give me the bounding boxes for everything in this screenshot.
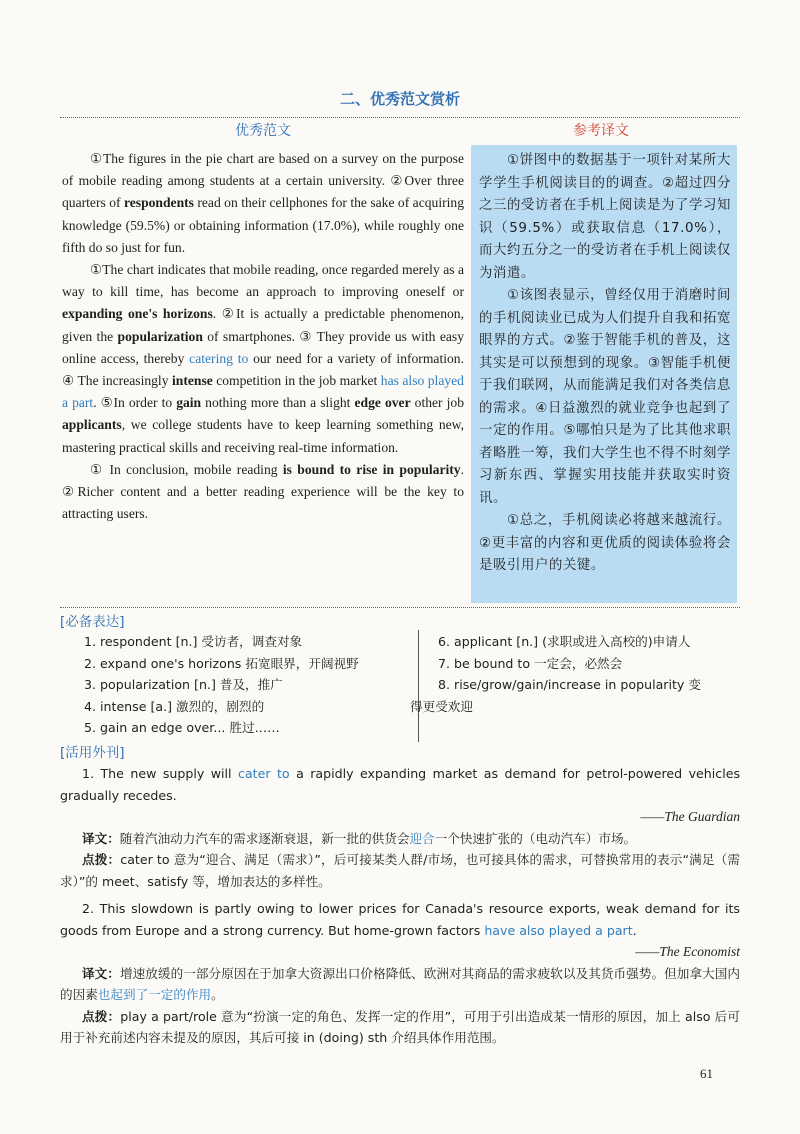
- expression-item: 6. applicant [n.] (求职或进入高校的)申请人: [438, 634, 691, 649]
- example-1-translation: 译文：随着汽油动力汽车的需求逐渐衰退，新一批的供货会迎合一个快速扩张的（电动汽车）市场。: [82, 830, 637, 846]
- expression-item: 2. expand one's horizons 拓宽眼界，开阔视野: [84, 655, 359, 671]
- example-2-source: ——The Economist: [635, 944, 740, 959]
- expressions-left-list: [84, 631, 359, 739]
- extension-block: [60, 763, 740, 1049]
- expression-item: 得更受欢迎: [410, 698, 473, 714]
- expressions-right-list: [410, 631, 701, 717]
- translation-paragraph-2: ①该图表显示，曾经仅用于消磨时间的手机阅读业已成为人们提升自我和拓宽眼界的方式。②鉴于智能手机的普及，这其实是可以预想到的现象。③智能手机便于我们联网，从而能满足我们对各类信息的需求。④日益激烈的就业竞争也起到了一定的作用。⑤哪怕只是为了比其他求职者略胜一筹，我们大学生也不得不时刻学习新东西、掌握实用技能并获取实时资讯。: [479, 288, 731, 506]
- expression-item: 7. be bound to 一定会，必然会: [438, 655, 623, 671]
- translation-text: [479, 150, 731, 578]
- highlight-played-a-part: has also played a part: [62, 373, 464, 411]
- expression-item: 3. popularization [n.] 普及，推广: [84, 677, 283, 692]
- example-1-source: ——The Guardian: [640, 809, 740, 824]
- example-1-sentence: 1. The new supply will cater to a rapidly expanding market as demand for petrol-powered vehicles gradually recedes.: [60, 766, 741, 803]
- divider-top: [60, 117, 740, 118]
- extension-tag: [活用外刊]: [60, 745, 125, 761]
- section-title: 二、优秀范文赏析: [339, 90, 460, 108]
- page-number: 61: [700, 1066, 713, 1081]
- example-2-note: 点拨：play a part/role 意为“扮演一定的角色、发挥一定的作用”，可用于引出造成某一情形的原因，加上 also 后可用于补充前述内容未提及的原因，其后可接 in (doing) sth 介绍具体作用范围。: [60, 1008, 740, 1045]
- expression-item: 1. respondent [n.] 受访者，调查对象: [84, 634, 303, 649]
- highlight-catering-to: catering to: [189, 350, 249, 366]
- essay-text: [62, 148, 464, 525]
- divider-middle: [60, 607, 740, 608]
- essay-paragraph-1: ①The figures in the pie chart are based on a survey on the purpose of mobile reading among students at a certain university. ②Over three quarters of respondents read on their cellphones for the sake of acquiring knowledge (59.5%) or obtaining information (17.0%), while roughly one fifth do so just for fun.: [62, 151, 465, 255]
- translation-heading: 参考译文: [573, 123, 629, 139]
- translation-paragraph-3: ①总之，手机阅读必将越来越流行。②更丰富的内容和更优质的阅读体验将会是吸引用户的关键。: [479, 513, 731, 573]
- example-2-sentence: 2. This slowdown is partly owing to lower prices for Canada's resource exports, weak demand for its goods from Europe and a strong currency. But home-grown factors have also played a part.: [60, 901, 740, 938]
- expression-item: 8. rise/grow/gain/increase in popularity 变: [438, 677, 701, 692]
- example-2-translation: 译文：增速放缓的一部分原因在于加拿大资源出口价格降低、欧洲对其商品的需求疲软以及其货币强势。但加拿大国内的因素也起到了一定的作用。: [60, 965, 741, 1002]
- essay-heading: 优秀范文: [235, 123, 291, 139]
- example-1-note: 点拨：cater to 意为“迎合、满足（需求）”，后可接某类人群/市场，也可接具体的需求，可替换常用的表示“满足（需求）”的 meet、satisfy 等，增加表达的多样性。: [60, 852, 741, 889]
- expressions-divider: [418, 630, 419, 742]
- expression-item: 4. intense [a.] 激烈的，剧烈的: [84, 698, 265, 714]
- translation-paragraph-1: ①饼图中的数据基于一项针对某所大学学生手机阅读目的的调查。②超过四分之三的受访者在手机上阅读是为了学习知识（59.5%）或获取信息（17.0%），而大约五分之一的受访者在手机上阅读仅为消遣。: [479, 153, 731, 281]
- expression-item: 5. gain an edge over... 胜过……: [84, 720, 280, 735]
- essay-paragraph-3: ① In conclusion, mobile reading is bound to rise in popularity. ②Richer content and a better reading experience will be the key to attracting users.: [62, 461, 465, 522]
- essay-paragraph-2: ①The chart indicates that mobile reading, once regarded merely as a way to kill time, has become an approach to improving oneself or expanding one's horizons. ②It is actually a predictable phenomenon, given the popularization of smartphones. ③ They provide us with easy online access, thereby catering to our need for a variety of information. ④ The increasingly intense competition in the job market has also played a part. ⑤In order to gain nothing more than a slight edge over other job applicants, we college students have to keep learning something new, mastering practical skills and receiving real-time information.: [62, 262, 464, 455]
- expressions-tag: [必备表达]: [60, 614, 125, 630]
